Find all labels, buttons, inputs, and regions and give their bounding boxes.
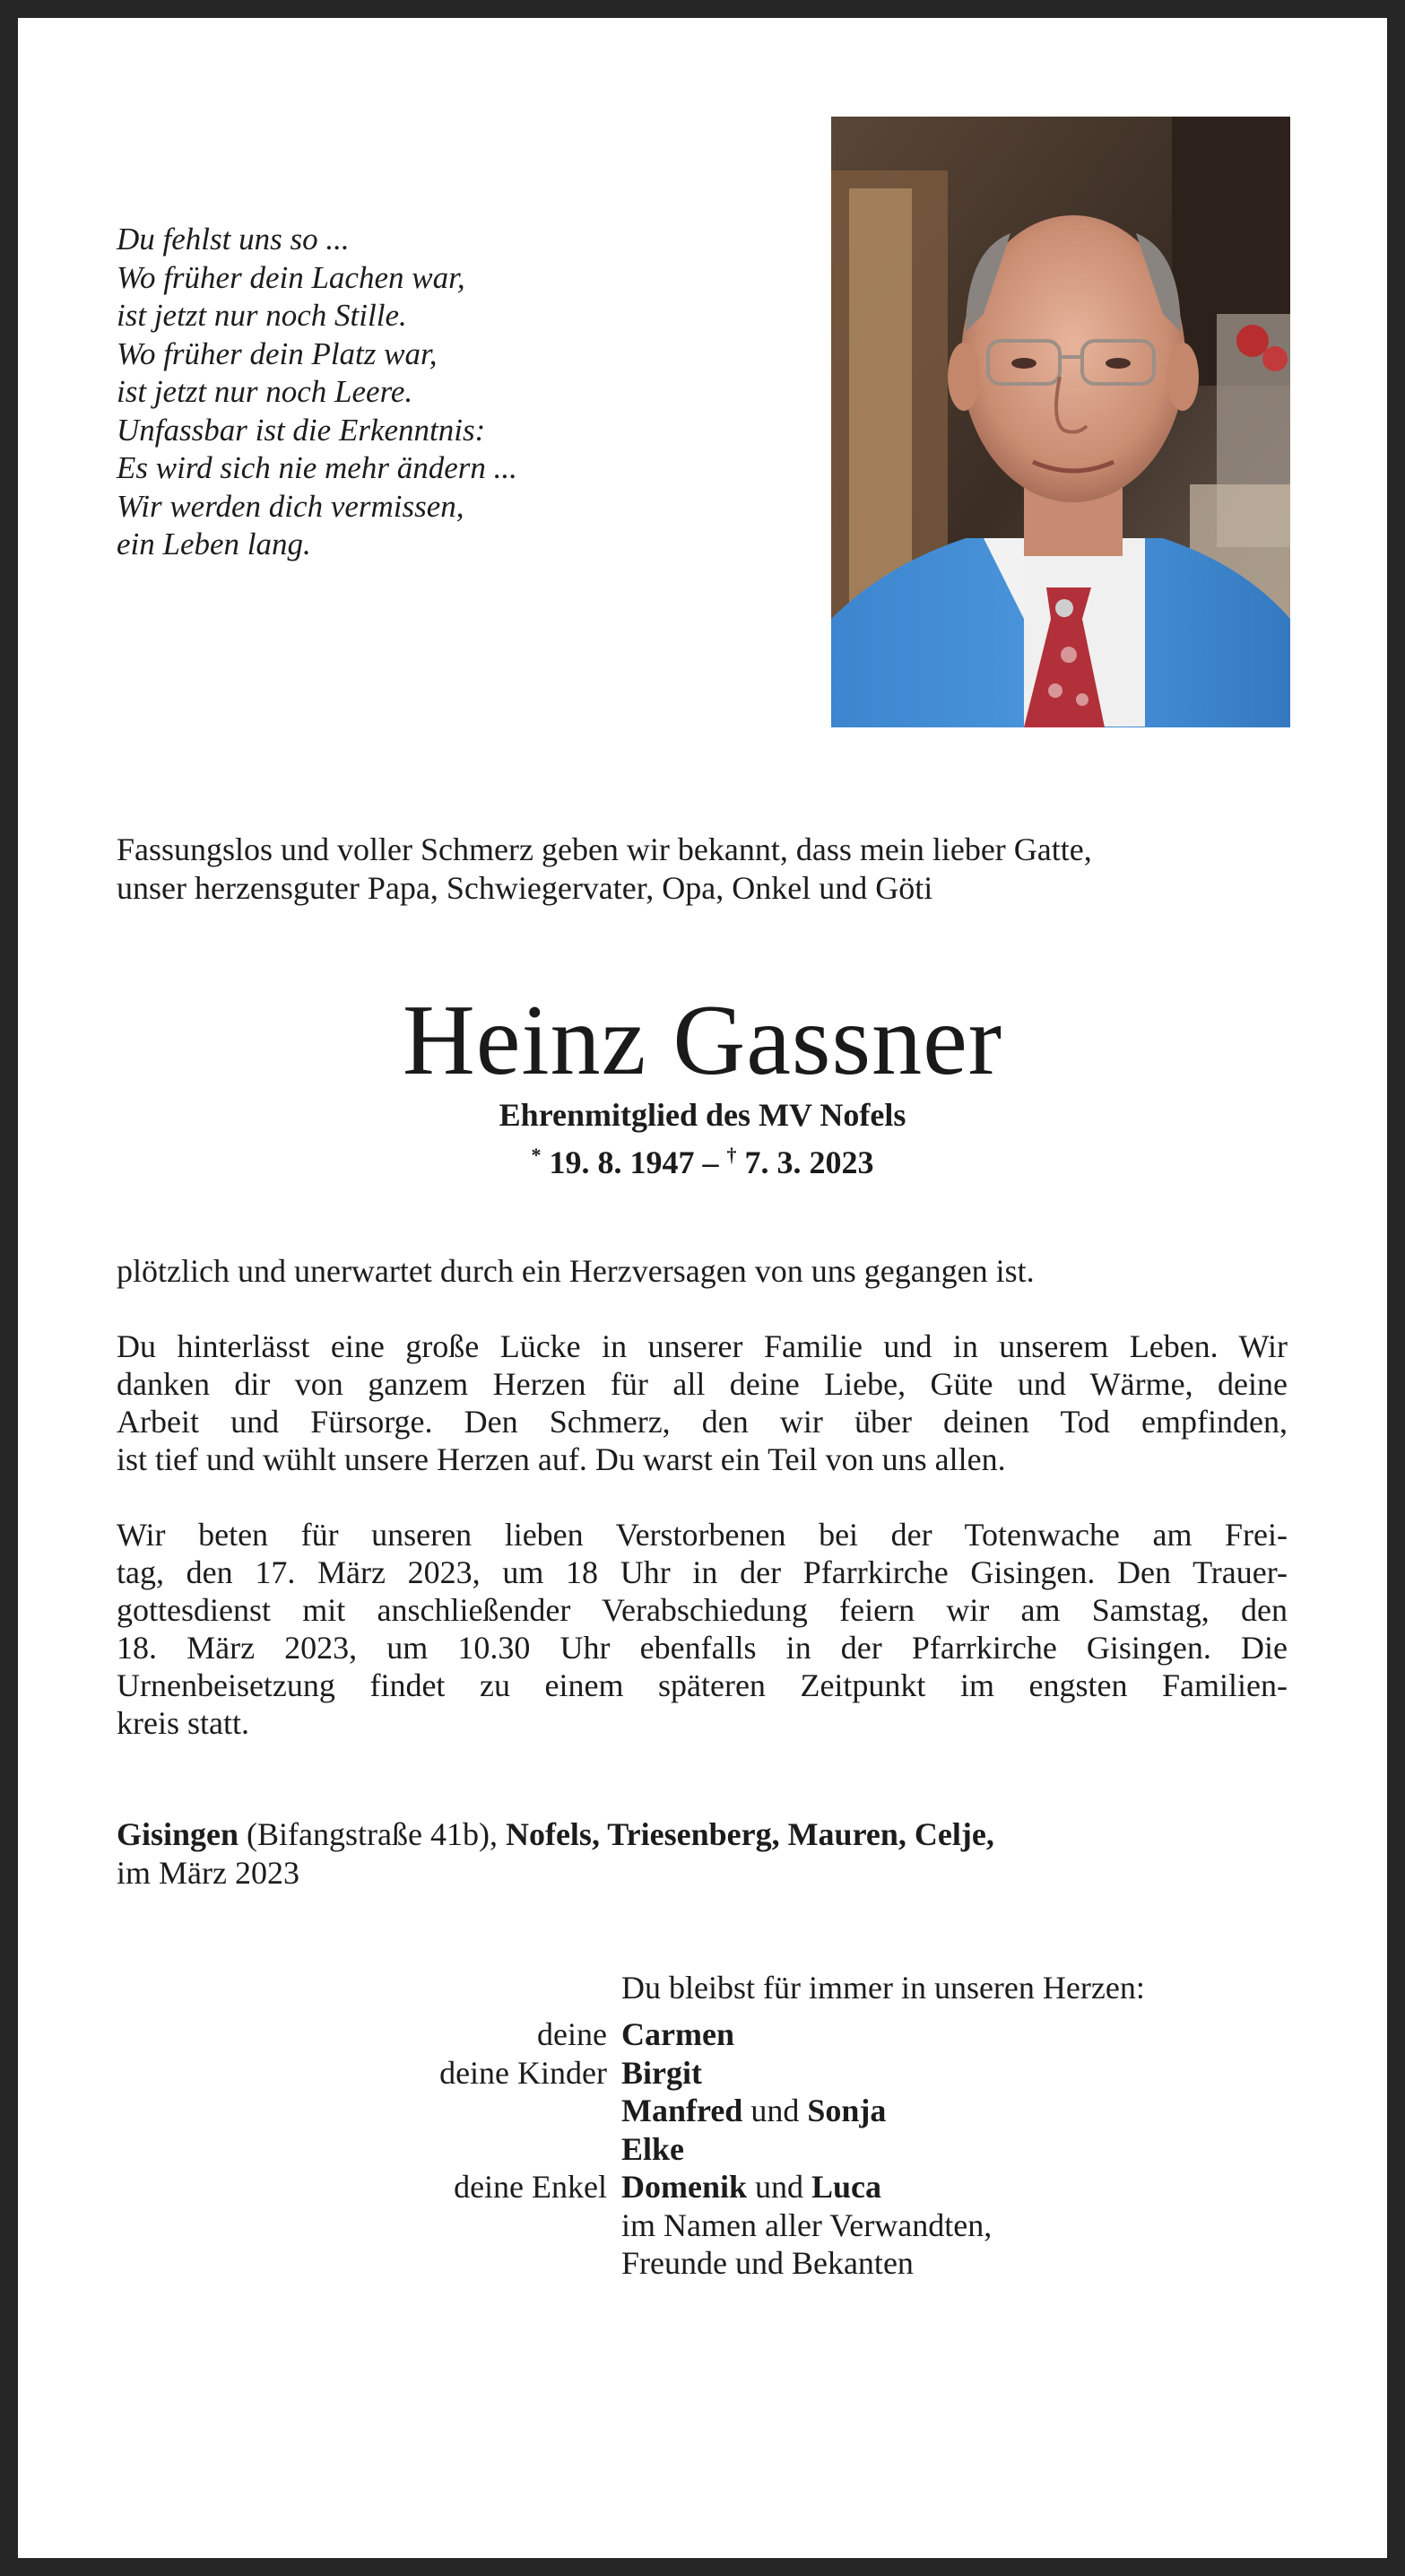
announcement-intro [117,831,1291,908]
paragraph-line: Urnenbeisetzung findet zu einem späteren Zeitpunkt im engsten Familien- [117,1667,1288,1703]
family-row-children-3 [0,2130,1405,2169]
family-names [621,2168,881,2206]
death-date: 7. 3. 2023 [744,1144,874,1180]
poem-line: ist jetzt nur noch Leere. [117,374,413,409]
paragraph-line: Du hinterlässt eine große Lücke in unserer Familie und in unserem Leben. Wir [117,1328,1288,1364]
date-separator: – [694,1144,727,1180]
birth-date: 19. 8. 1947 [549,1144,695,1180]
family-row-grandchildren [0,2168,1405,2206]
family-list [0,2015,1405,2283]
family-row-wife [0,2015,1405,2054]
paragraph-line: Wir beten für unseren lieben Verstorbenen bei der Totenwache am Frei- [117,1517,1288,1553]
paragraph-line: 18. März 2023, um 10.30 Uhr ebenfalls in der Pfarrkirche Gisingen. Die [117,1630,1288,1666]
intro-line: unser herzensguter Papa, Schwiegervater, Opa, Onkel und Göti [117,870,933,906]
poem-line: Du fehlst uns so ... [117,222,350,257]
life-dates [0,1136,1405,1182]
address: (Bifangstraße 41b), [239,1816,506,1852]
intro-line: Fassungslos und voller Schmerz geben wir bekannt, dass mein lieber Gatte, [117,831,1092,867]
child-name: Manfred [621,2093,743,2128]
poem-line: ist jetzt nur noch Stille. [117,298,407,333]
conjunction: und [747,2169,812,2205]
family-row-closing-2 [0,2244,1405,2283]
main-place: Gisingen [117,1816,239,1852]
poem-line: Unfassbar ist die Erkenntnis: [117,412,486,448]
memorial-poem [117,221,744,564]
poem-line: Wir werden dich vermissen, [117,488,464,524]
paragraph-line: tag, den 17. März 2023, um 18 Uhr in der Pfarrkirche Gisingen. Den Trauer- [117,1554,1288,1590]
family-names [621,2015,734,2054]
wife-name: Carmen [621,2016,734,2052]
partner-name: Sonja [807,2093,887,2128]
places-line [117,1815,1291,1854]
date-line: im März 2023 [117,1855,299,1891]
poem-line: Wo früher dein Platz war, [117,335,438,371]
paragraph-line: ist tief und wühlt unsere Herzen auf. Du warst ein Teil von uns allen. [117,1441,1006,1477]
grandchild-name: Luca [811,2169,882,2205]
grandchild-name: Domenik [621,2169,748,2205]
honorary-title: Ehrenmitglied des MV Nofels [499,1097,906,1133]
portrait-photo [831,117,1290,727]
paragraph-line: danken dir von ganzem Herzen für all deine Liebe, Güte und Wärme, deine [117,1366,1288,1402]
role-label: deine Kinder [439,2054,607,2091]
closing-line: Freunde und Bekanten [621,2245,914,2281]
places-and-date [117,1815,1291,1893]
closing-line: im Namen aller Verwandten, [621,2206,993,2243]
family-row-children [0,2054,1405,2093]
paragraph-passing [117,1252,1288,1290]
family-row-children-2 [0,2092,1405,2130]
conjunction: und [742,2093,808,2128]
family-row-closing-1 [0,2206,1405,2245]
paragraph-line: kreis statt. [117,1705,249,1741]
poem-line: Es wird sich nie mehr ändern ... [117,450,517,485]
poem-line: Wo früher dein Lachen war, [117,259,465,295]
poem-line: ein Leben lang. [117,527,311,561]
signoff-heading: Du bleibst für immer in unseren Herzen: [621,1970,1145,2006]
paragraph-line: plötzlich und unerwartet durch ein Herzversagen von uns gegangen ist. [117,1253,1035,1289]
paragraph-line: Arbeit und Fürsorge. Den Schmerz, den wir über deinen Tod empfinden, [117,1404,1288,1440]
deceased-name: Heinz Gassner [402,985,1003,1096]
birth-symbol: * [531,1144,542,1166]
paragraph-services [117,1516,1288,1742]
other-places: Nofels, Triesenberg, Mauren, Celje, [505,1816,994,1852]
death-symbol: † [726,1144,737,1166]
role-label: deine [537,2016,607,2052]
family-names [621,2130,684,2169]
child-name: Birgit [621,2054,702,2091]
paragraph-tribute [117,1327,1288,1478]
child-name: Elke [621,2130,685,2167]
family-names [621,2092,886,2130]
paragraph-line: gottesdienst mit anschließender Verabschiedung feiern wir am Samstag, den [117,1592,1288,1628]
role-label: deine Enkel [454,2169,607,2205]
family-names [621,2054,702,2093]
